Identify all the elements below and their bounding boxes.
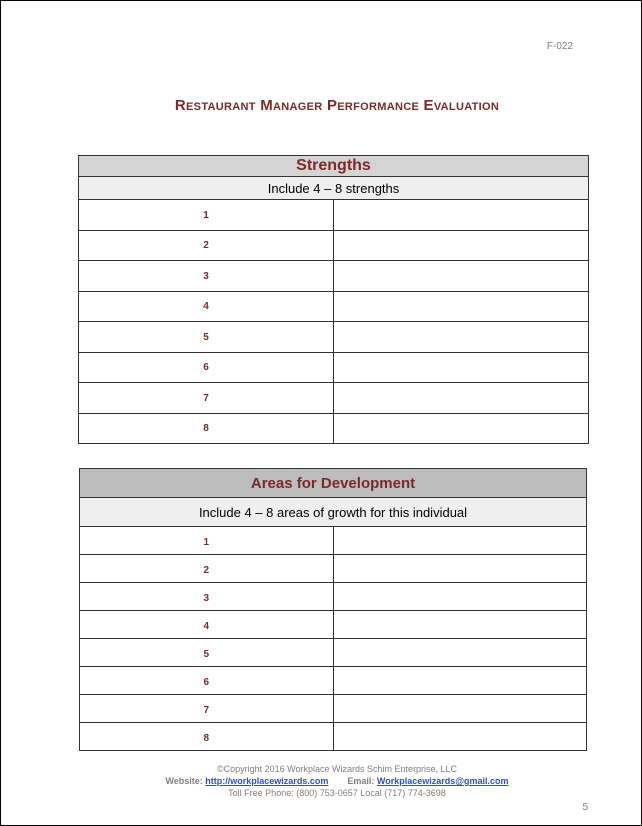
development-row (80, 695, 587, 723)
copyright-text: ©Copyright 2016 Workplace Wizards Schim Enterprise, LLC (216, 764, 458, 774)
strength-entry-field[interactable] (334, 230, 589, 261)
row-number: 7 (203, 392, 209, 404)
development-entry-field[interactable] (333, 611, 587, 639)
row-number: 4 (203, 301, 209, 312)
row-number: 1 (203, 537, 210, 548)
page-number: 5 (582, 802, 588, 813)
strength-entry-field[interactable] (334, 322, 589, 353)
website-label: Website: (165, 776, 203, 786)
development-row (80, 611, 587, 639)
row-number: 2 (203, 240, 209, 251)
website-link[interactable]: http://workplacewizards.com (205, 776, 329, 786)
development-entry-field[interactable] (333, 667, 587, 695)
row-number: 3 (203, 270, 209, 282)
phone-text: Toll Free Phone: (800) 753-0657 Local (717) 774-3698 (228, 788, 446, 798)
development-entry-field[interactable] (333, 723, 587, 751)
strength-entry-field[interactable] (334, 261, 589, 292)
contact-line (1, 775, 642, 787)
row-number: 4 (203, 621, 210, 632)
row-number: 8 (203, 423, 209, 434)
row-number: 3 (203, 593, 210, 604)
development-entry-field[interactable] (333, 695, 587, 723)
development-entry-field[interactable] (333, 527, 587, 555)
row-number: 2 (203, 565, 210, 576)
development-row (80, 555, 587, 583)
development-entry-field[interactable] (333, 555, 587, 583)
strengths-heading: Strengths (79, 156, 589, 177)
strength-entry-field[interactable] (334, 291, 589, 322)
development-table (79, 468, 587, 751)
row-number: 5 (203, 649, 210, 660)
row-number: 7 (203, 705, 210, 716)
row-number: 1 (203, 209, 209, 221)
email-label: Email: (347, 776, 375, 786)
strength-entry-field[interactable] (334, 413, 589, 444)
development-heading: Areas for Development (80, 469, 587, 498)
strength-row (79, 352, 589, 383)
strength-entry-field[interactable] (334, 352, 589, 383)
development-row (80, 527, 587, 555)
strength-row (79, 261, 589, 292)
strength-row (79, 291, 589, 322)
form-code: F-022 (546, 41, 573, 52)
row-number: 8 (203, 733, 210, 744)
development-entry-field[interactable] (333, 583, 587, 611)
development-row (80, 723, 587, 751)
strength-row (79, 230, 589, 261)
footer (1, 763, 642, 799)
strength-entry-field[interactable] (334, 200, 589, 231)
strength-row (79, 413, 589, 444)
row-number: 5 (203, 331, 209, 343)
row-number: 6 (203, 677, 210, 688)
email-link[interactable]: Workplacewizards@gmail.com (376, 776, 509, 786)
development-row (80, 667, 587, 695)
strength-entry-field[interactable] (334, 383, 589, 414)
strength-row (79, 200, 589, 231)
development-instruction: Include 4 – 8 areas of growth for this individual (80, 498, 587, 527)
development-entry-field[interactable] (333, 639, 587, 667)
strength-row (79, 383, 589, 414)
development-row (80, 639, 587, 667)
row-number: 6 (203, 362, 209, 373)
strengths-instruction: Include 4 – 8 strengths (79, 177, 589, 200)
page-title: Restaurant Manager Performance Evaluation (174, 97, 500, 114)
development-row (80, 583, 587, 611)
strengths-table (78, 155, 589, 444)
strength-row (79, 322, 589, 353)
